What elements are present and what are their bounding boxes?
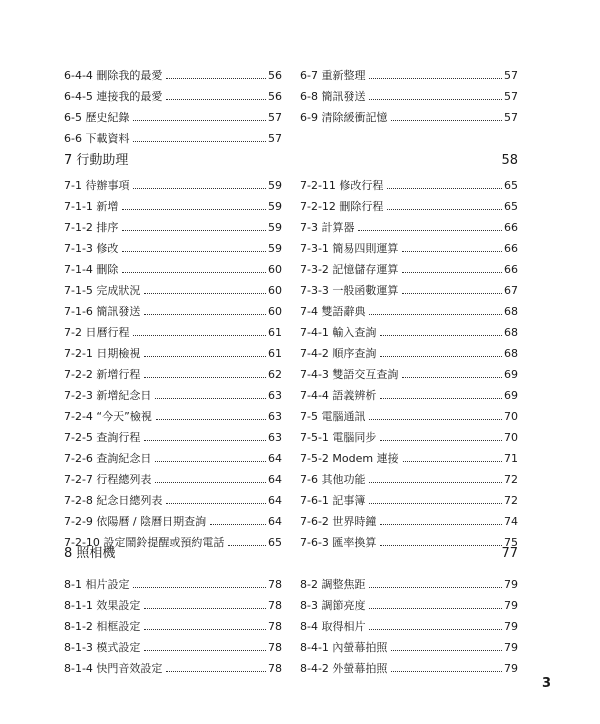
- toc-entry: [64, 633, 282, 654]
- dot-leader: [380, 335, 502, 336]
- dot-leader: [122, 251, 266, 252]
- entry-title: 7-3-3 一般函數運算: [300, 284, 399, 297]
- entry-page: 78: [268, 641, 282, 654]
- entry-page: 66: [504, 263, 518, 276]
- entry-title: 7-4-4 語義辨析: [300, 389, 377, 402]
- entry-title: 7-1 待辦事項: [64, 179, 130, 192]
- chapter-heading: [64, 546, 518, 562]
- entry-page: 72: [504, 494, 518, 507]
- toc-entry: [300, 465, 518, 486]
- toc-entry: [300, 381, 518, 402]
- toc-entry: [64, 360, 282, 381]
- entry-title: 7-1-4 刪除: [64, 263, 119, 276]
- toc-entry: [64, 486, 282, 507]
- entry-page: 65: [504, 200, 518, 213]
- dot-leader: [122, 209, 266, 210]
- toc-column-left: [64, 61, 282, 145]
- toc-entry: [300, 507, 518, 528]
- toc-entry: [300, 570, 518, 591]
- entry-page: 63: [268, 431, 282, 444]
- entry-page: 59: [268, 200, 282, 213]
- entry-page: 74: [504, 515, 518, 528]
- entry-title: 8-4-1 內螢幕拍照: [300, 641, 388, 654]
- entry-page: 78: [268, 662, 282, 675]
- dot-leader: [369, 587, 502, 588]
- entry-title: 8-4 取得相片: [300, 620, 366, 633]
- dot-leader: [402, 377, 502, 378]
- entry-page: 78: [268, 620, 282, 633]
- toc-entry: [300, 402, 518, 423]
- entry-title: 7-1-5 完成狀況: [64, 284, 141, 297]
- toc-column-right: [300, 171, 518, 549]
- dot-leader: [403, 461, 502, 462]
- entry-title: 7-5-1 電腦同步: [300, 431, 377, 444]
- toc-column-left: [64, 171, 282, 549]
- entry-title: 7-2-5 查詢行程: [64, 431, 141, 444]
- toc-entry: [300, 444, 518, 465]
- entry-page: 56: [268, 69, 282, 82]
- entry-page: 65: [504, 179, 518, 192]
- dot-leader: [369, 99, 502, 100]
- entry-title: 6-4-5 連接我的最愛: [64, 90, 163, 103]
- entry-page: 57: [504, 69, 518, 82]
- dot-leader: [369, 78, 502, 79]
- toc-entry: [64, 213, 282, 234]
- entry-page: 60: [268, 305, 282, 318]
- toc-entry: [64, 234, 282, 255]
- entry-title: 7-6-3 匯率換算: [300, 536, 377, 549]
- entry-page: 79: [504, 641, 518, 654]
- dot-leader: [166, 99, 266, 100]
- entry-title: 6-5 歷史紀錄: [64, 111, 130, 124]
- entry-title: 7-3-2 記憶儲存運算: [300, 263, 399, 276]
- toc-entry: [64, 612, 282, 633]
- dot-leader: [155, 461, 266, 462]
- toc-entry: [64, 318, 282, 339]
- dot-leader: [166, 78, 266, 79]
- entry-title: 7-3-1 簡易四則運算: [300, 242, 399, 255]
- entry-page: 69: [504, 389, 518, 402]
- entry-title: 8-1-4 快門音效設定: [64, 662, 163, 675]
- entry-title: 7-2-4 “今天”檢視: [64, 410, 152, 423]
- toc-entry: [300, 213, 518, 234]
- dot-leader: [133, 335, 266, 336]
- entry-page: 70: [504, 410, 518, 423]
- dot-leader: [369, 419, 502, 420]
- entry-title: 7-2-1 日期檢視: [64, 347, 141, 360]
- entry-title: 8-2 調整焦距: [300, 578, 366, 591]
- entry-page: 57: [504, 90, 518, 103]
- toc-entry: [300, 612, 518, 633]
- entry-title: 8-4-2 外螢幕拍照: [300, 662, 388, 675]
- entry-page: 68: [504, 305, 518, 318]
- entry-page: 62: [268, 368, 282, 381]
- entry-page: 61: [268, 347, 282, 360]
- dot-leader: [380, 356, 502, 357]
- dot-leader: [387, 188, 502, 189]
- entry-title: 7-2-3 新增紀念日: [64, 389, 152, 402]
- entry-title: 7-2-12 刪除行程: [300, 200, 384, 213]
- entry-page: 60: [268, 284, 282, 297]
- entry-page: 64: [268, 515, 282, 528]
- toc-entry: [300, 276, 518, 297]
- dot-leader: [122, 272, 266, 273]
- entry-title: 7-1-1 新增: [64, 200, 119, 213]
- toc-entry: [64, 570, 282, 591]
- entry-page: 71: [504, 452, 518, 465]
- entry-title: 7-5-2 Modem 連接: [300, 452, 399, 465]
- dot-leader: [155, 398, 266, 399]
- entry-title: 8-1-3 模式設定: [64, 641, 141, 654]
- toc-entry: [64, 402, 282, 423]
- toc-entry: [300, 633, 518, 654]
- dot-leader: [380, 524, 502, 525]
- entry-page: 57: [504, 111, 518, 124]
- dot-leader: [133, 188, 266, 189]
- dot-leader: [380, 398, 502, 399]
- toc-column-right: [300, 61, 518, 124]
- dot-leader: [133, 587, 266, 588]
- entry-page: 67: [504, 284, 518, 297]
- entry-page: 56: [268, 90, 282, 103]
- dot-leader: [369, 314, 502, 315]
- toc-entry: [64, 61, 282, 82]
- entry-page: 63: [268, 410, 282, 423]
- dot-leader: [402, 272, 502, 273]
- toc-column-left: [64, 570, 282, 675]
- dot-leader: [391, 650, 502, 651]
- entry-title: 7-1-2 排序: [64, 221, 119, 234]
- dot-leader: [391, 671, 502, 672]
- toc-entry: [300, 423, 518, 444]
- toc-entry: [300, 339, 518, 360]
- dot-leader: [144, 440, 266, 441]
- toc-entry: [64, 171, 282, 192]
- entry-title: 7-2-6 查詢紀念日: [64, 452, 152, 465]
- dot-leader: [156, 419, 266, 420]
- toc-entry: [300, 171, 518, 192]
- toc-entry: [64, 276, 282, 297]
- entry-title: 7-4-1 輸入查詢: [300, 326, 377, 339]
- entry-title: 7-1-3 修改: [64, 242, 119, 255]
- toc-entry: [64, 339, 282, 360]
- entry-page: 79: [504, 662, 518, 675]
- entry-page: 79: [504, 620, 518, 633]
- entry-page: 64: [268, 494, 282, 507]
- toc-entry: [64, 297, 282, 318]
- entry-page: 57: [268, 111, 282, 124]
- toc-entry: [64, 381, 282, 402]
- entry-page: 64: [268, 452, 282, 465]
- entry-title: 7-4 雙語辭典: [300, 305, 366, 318]
- dot-leader: [144, 629, 266, 630]
- entry-title: 8-1 相片設定: [64, 578, 130, 591]
- entry-title: 7-2-7 行程總列表: [64, 473, 152, 486]
- entry-title: 8-3 調節亮度: [300, 599, 366, 612]
- toc-entry: [300, 255, 518, 276]
- entry-page: 79: [504, 599, 518, 612]
- entry-title: 7-2-10 設定鬧鈴提醒或預約電話: [64, 536, 225, 549]
- dot-leader: [402, 293, 502, 294]
- dot-leader: [166, 671, 266, 672]
- entry-page: 66: [504, 242, 518, 255]
- entry-title: 7-6-1 記事簿: [300, 494, 366, 507]
- entry-page: 61: [268, 326, 282, 339]
- entry-title: 6-6 下載資料: [64, 132, 130, 145]
- dot-leader: [133, 120, 266, 121]
- entry-page: 57: [268, 132, 282, 145]
- entry-title: 7-2-2 新增行程: [64, 368, 141, 381]
- toc-entry: [300, 591, 518, 612]
- toc-entry: [64, 507, 282, 528]
- chapter-title: 7 行動助理: [64, 153, 129, 168]
- toc-entry: [64, 82, 282, 103]
- entry-title: 8-1-2 相框設定: [64, 620, 141, 633]
- dot-leader: [358, 230, 502, 231]
- entry-title: 7-2 日曆行程: [64, 326, 130, 339]
- dot-leader: [144, 650, 266, 651]
- dot-leader: [402, 251, 502, 252]
- entry-title: 7-6 其他功能: [300, 473, 366, 486]
- toc-entry: [300, 297, 518, 318]
- toc-entry: [64, 124, 282, 145]
- toc-entry: [64, 192, 282, 213]
- toc-entry: [64, 444, 282, 465]
- dot-leader: [369, 608, 502, 609]
- toc-entry: [64, 591, 282, 612]
- chapter-title: 8 照相機: [64, 546, 116, 561]
- entry-title: 6-7 重新整理: [300, 69, 366, 82]
- entry-page: 59: [268, 242, 282, 255]
- chapter-page: 77: [501, 546, 518, 561]
- dot-leader: [369, 629, 502, 630]
- entry-title: 7-3 計算器: [300, 221, 355, 234]
- dot-leader: [144, 356, 266, 357]
- toc-entry: [64, 465, 282, 486]
- entry-title: 7-4-2 順序查詢: [300, 347, 377, 360]
- entry-page: 63: [268, 389, 282, 402]
- entry-page: 68: [504, 326, 518, 339]
- dot-leader: [144, 314, 266, 315]
- toc-entry: [300, 82, 518, 103]
- toc-entry: [300, 360, 518, 381]
- entry-page: 59: [268, 221, 282, 234]
- entry-page: 59: [268, 179, 282, 192]
- dot-leader: [144, 377, 266, 378]
- toc-entry: [300, 318, 518, 339]
- toc-entry: [300, 61, 518, 82]
- entry-page: 79: [504, 578, 518, 591]
- entry-title: 7-1-6 簡訊發送: [64, 305, 141, 318]
- dot-leader: [380, 440, 502, 441]
- dot-leader: [369, 503, 502, 504]
- entry-page: 60: [268, 263, 282, 276]
- entry-page: 72: [504, 473, 518, 486]
- entry-page: 75: [504, 536, 518, 549]
- entry-page: 66: [504, 221, 518, 234]
- dot-leader: [391, 120, 502, 121]
- toc-entry: [64, 103, 282, 124]
- entry-title: 6-9 清除緩衝記憶: [300, 111, 388, 124]
- entry-page: 78: [268, 578, 282, 591]
- entry-page: 64: [268, 473, 282, 486]
- toc-entry: [300, 486, 518, 507]
- dot-leader: [369, 482, 502, 483]
- page-number: 3: [542, 676, 552, 691]
- entry-page: 65: [268, 536, 282, 549]
- dot-leader: [144, 608, 266, 609]
- toc-entry: [300, 103, 518, 124]
- entry-title: 7-5 電腦通訊: [300, 410, 366, 423]
- toc-entry: [300, 234, 518, 255]
- toc-entry: [300, 654, 518, 675]
- dot-leader: [155, 482, 266, 483]
- entry-title: 8-1-1 效果設定: [64, 599, 141, 612]
- entry-title: 6-4-4 刪除我的最愛: [64, 69, 163, 82]
- entry-title: 7-2-8 紀念日總列表: [64, 494, 163, 507]
- dot-leader: [144, 293, 266, 294]
- toc-column-right: [300, 570, 518, 675]
- entry-page: 78: [268, 599, 282, 612]
- entry-title: 6-8 簡訊發送: [300, 90, 366, 103]
- entry-title: 7-4-3 雙語交互查詢: [300, 368, 399, 381]
- toc-entry: [64, 423, 282, 444]
- toc-entry: [64, 255, 282, 276]
- chapter-heading: [64, 153, 518, 169]
- dot-leader: [387, 209, 502, 210]
- chapter-page: 58: [501, 153, 518, 168]
- dot-leader: [133, 141, 266, 142]
- dot-leader: [166, 503, 266, 504]
- dot-leader: [122, 230, 266, 231]
- entry-page: 68: [504, 347, 518, 360]
- toc-entry: [300, 192, 518, 213]
- entry-page: 69: [504, 368, 518, 381]
- entry-title: 7-2-9 依陽曆 / 陰曆日期查詢: [64, 515, 207, 528]
- dot-leader: [210, 524, 266, 525]
- entry-title: 7-6-2 世界時鐘: [300, 515, 377, 528]
- toc-entry: [64, 654, 282, 675]
- entry-title: 7-2-11 修改行程: [300, 179, 384, 192]
- entry-page: 70: [504, 431, 518, 444]
